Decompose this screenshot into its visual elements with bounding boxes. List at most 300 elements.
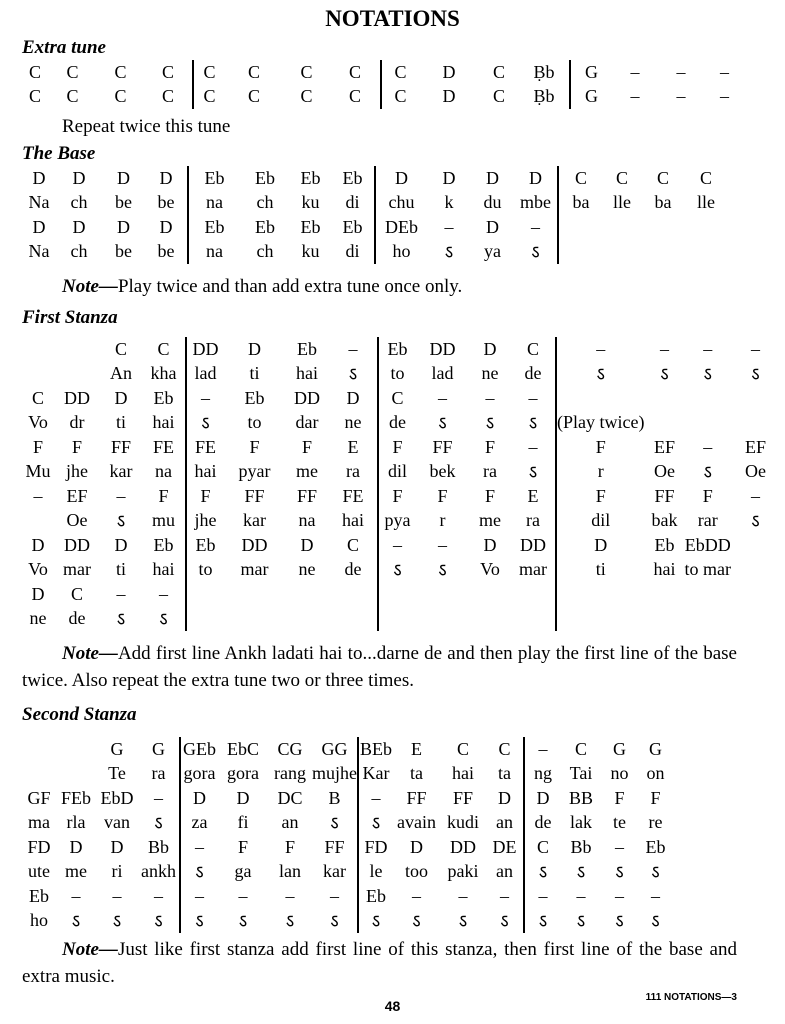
- notation-cell: –: [238, 885, 248, 906]
- notation-cell: to: [186, 558, 224, 583]
- notation-cell: ऽ: [348, 363, 358, 384]
- notation-cell: EbDD: [684, 534, 731, 555]
- notation-cell: hai: [342, 510, 364, 531]
- notation-cell: [329, 582, 378, 607]
- notation-cell: kha: [150, 363, 177, 384]
- notation-cell: –: [154, 885, 163, 906]
- notation-cell: ho: [375, 240, 427, 265]
- notation-cell: –: [528, 436, 538, 457]
- notation-cell: no: [610, 763, 629, 784]
- notation-cell: EF: [653, 436, 675, 457]
- notation-cell: jhe: [66, 461, 88, 482]
- notation-cell: pyar: [238, 461, 271, 482]
- notation-cell: [511, 607, 556, 632]
- notation-cell: ऽ: [524, 860, 561, 885]
- notation-cell: ऽ: [485, 412, 495, 433]
- notation-cell: –: [154, 787, 163, 808]
- notation-cell: –: [531, 216, 540, 237]
- notation-cell: fi: [237, 812, 249, 833]
- notation-cell: F: [650, 787, 661, 808]
- notation-cell: te: [613, 812, 626, 833]
- notation-cell: [644, 386, 684, 411]
- notation-cell: –: [659, 338, 669, 359]
- notation-row: [22, 811, 673, 836]
- notation-cell: –: [358, 786, 393, 811]
- notation-cell: ऽ: [238, 910, 248, 931]
- notation-cell: on: [646, 763, 665, 784]
- notation-cell: mujhe: [312, 763, 357, 784]
- notation-cell: –: [348, 338, 358, 359]
- notation-cell: –: [438, 387, 447, 408]
- notation-cell: na: [188, 240, 240, 265]
- notation-cell: BB: [568, 787, 593, 808]
- notation-cell: ऽ: [576, 861, 586, 882]
- notation-cell: C: [558, 166, 603, 191]
- notation-cell: D: [114, 534, 128, 555]
- notation-cell: kudi: [446, 812, 479, 833]
- notation-cell: ute: [28, 861, 50, 882]
- notation-cell: B: [328, 787, 341, 808]
- notation-cell: C: [656, 167, 669, 188]
- notation-row: [22, 60, 745, 85]
- notation-cell: [644, 607, 684, 632]
- notation-cell: me: [479, 510, 501, 531]
- notation-cell: Eb: [378, 337, 416, 362]
- notation-cell: –: [615, 885, 624, 906]
- notation-row: [22, 240, 727, 265]
- notation-row: [22, 786, 673, 811]
- notation-cell: –: [615, 836, 624, 857]
- notation-cell: ba: [654, 192, 672, 213]
- notation-cell: F: [237, 836, 248, 857]
- notation-cell: C: [66, 86, 79, 107]
- notation-cell: be: [115, 241, 132, 262]
- notation-cell: C: [157, 338, 170, 359]
- notation-row: [22, 411, 780, 436]
- notation-cell: [22, 762, 56, 787]
- notation-cell: [22, 337, 54, 362]
- notation-cell: C: [492, 86, 505, 107]
- notation-cell: Eb: [342, 216, 363, 237]
- base-note: [22, 273, 737, 300]
- notation-cell: –: [438, 534, 447, 555]
- notation-cell: mar: [63, 559, 91, 580]
- notation-cell: Mu: [25, 461, 51, 482]
- notation-cell: ऽ: [112, 910, 122, 931]
- notation-cell: ne: [29, 608, 47, 629]
- notation-cell: D: [32, 216, 46, 237]
- notation-row: [22, 484, 780, 509]
- notation-cell: FE: [342, 485, 364, 506]
- notation-cell: an: [281, 812, 299, 833]
- extra-tune-instruction: Repeat twice this tune: [62, 116, 231, 137]
- notation-cell: GG: [321, 738, 348, 759]
- notation-cell: [556, 386, 644, 411]
- notation-cell: [416, 607, 469, 632]
- notation-cell: ऽ: [651, 910, 660, 931]
- notation-cell: ऽ: [330, 910, 339, 931]
- notation-cell: lle: [613, 192, 631, 213]
- notation-row: [22, 166, 727, 191]
- notation-cell: –: [676, 61, 686, 82]
- notation-cell: An: [110, 363, 132, 384]
- notation-cell: ऽ: [528, 412, 538, 433]
- notation-cell: D: [524, 786, 561, 811]
- notation-cell: ऽ: [524, 909, 561, 934]
- notation-cell: mu: [151, 510, 175, 531]
- notation-cell: hai: [152, 412, 175, 433]
- notation-cell: de: [524, 811, 561, 836]
- notation-cell: –: [71, 885, 81, 906]
- notation-cell: kar: [323, 861, 346, 882]
- notation-cell: C: [699, 167, 712, 188]
- page-title: NOTATIONS: [325, 6, 460, 31]
- notation-cell: to: [247, 412, 262, 433]
- notation-cell: F: [301, 436, 312, 457]
- notation-cell: F: [437, 485, 448, 506]
- notation-cell: [731, 386, 780, 411]
- notation-cell: D: [159, 167, 173, 188]
- notation-cell: du: [483, 192, 502, 213]
- notation-cell: F: [249, 436, 260, 457]
- notation-cell: ऽ: [358, 909, 393, 934]
- notation-cell: D: [180, 786, 218, 811]
- notation-cell: DD: [64, 534, 90, 555]
- notation-cell: hai: [296, 363, 318, 384]
- notation-cell: F: [32, 436, 43, 457]
- notation-cell: ku: [301, 241, 320, 262]
- notation-cell: ऽ: [378, 558, 416, 583]
- notation-cell: ch: [256, 241, 274, 262]
- notation-cell: D: [236, 787, 250, 808]
- notation-cell: [558, 215, 603, 240]
- notation-cell: bek: [429, 461, 456, 482]
- notation-cell: D: [346, 387, 360, 408]
- notation-cell: E: [411, 738, 422, 759]
- notation-cell: D: [498, 787, 511, 808]
- notation-cell: D: [375, 166, 427, 191]
- notation-cell: mar: [240, 559, 269, 580]
- notation-cell: ऽ: [180, 860, 218, 885]
- notation-cell: D: [69, 836, 83, 857]
- notation-cell: –: [186, 386, 224, 411]
- notation-cell: Oe: [66, 510, 88, 531]
- notation-cell: [378, 582, 416, 607]
- notation-cell: an: [496, 812, 513, 833]
- notation-cell: Na: [28, 241, 50, 262]
- notation-cell: de: [524, 363, 542, 384]
- notation-cell: jhe: [186, 509, 224, 534]
- notation-cell: FEb: [60, 787, 91, 808]
- notation-cell: be: [157, 241, 175, 262]
- notation-cell: DD: [520, 534, 546, 555]
- notation-cell: ch: [70, 192, 88, 213]
- notation-cell: –: [720, 61, 729, 82]
- notation-cell: ऽ: [528, 461, 538, 482]
- notation-cell: ऽ: [556, 362, 644, 387]
- notation-cell: to mar: [684, 559, 731, 580]
- notation-cell: FE: [186, 435, 224, 460]
- section-heading-the-base: The Base: [22, 143, 96, 164]
- notation-cell: C: [524, 835, 561, 860]
- notation-cell: D: [556, 533, 644, 558]
- section-heading-extra-tune: Extra tune: [22, 37, 106, 58]
- notation-cell: –: [412, 885, 421, 906]
- notation-cell: C: [247, 86, 260, 107]
- notation-row: [22, 362, 780, 387]
- notation-cell: ऽ: [703, 461, 712, 482]
- notation-cell: Eb: [342, 167, 363, 188]
- notation-cell: ऽ: [186, 411, 224, 436]
- notation-cell: C: [381, 85, 419, 110]
- notation-cell: rang: [274, 763, 306, 784]
- notation-cell: za: [180, 811, 218, 836]
- notation-cell: ऽ: [438, 559, 447, 580]
- notation-cell: [54, 337, 100, 362]
- notation-cell: de: [344, 559, 362, 580]
- notation-cell: D: [300, 534, 314, 555]
- notation-cell: DEb: [375, 215, 427, 240]
- first-stanza-note: [22, 640, 737, 694]
- notation-cell: [603, 240, 641, 265]
- notation-row: [22, 533, 780, 558]
- notation-cell: ऽ: [285, 910, 295, 931]
- notation-cell: D: [442, 86, 456, 107]
- notation-cell: r: [439, 510, 446, 531]
- notation-cell: D: [117, 216, 130, 237]
- notation-cell: E: [347, 436, 359, 457]
- notation-cell: [329, 607, 378, 632]
- notation-cell: F: [378, 484, 416, 509]
- notation-cell: rla: [66, 812, 86, 833]
- notation-cell: ta: [498, 763, 511, 784]
- notation-cell: [416, 582, 469, 607]
- notation-cell: EF: [744, 436, 766, 457]
- notation-cell: CG: [277, 738, 303, 759]
- notation-cell: C: [193, 85, 225, 110]
- notation-cell: Na: [28, 192, 50, 213]
- notation-row: [22, 509, 780, 534]
- notation-cell: [378, 607, 416, 632]
- notation-cell: [644, 582, 684, 607]
- notation-cell: D: [486, 216, 499, 237]
- notation-cell: DD: [241, 534, 268, 555]
- notation-cell: ऽ: [154, 812, 163, 833]
- notation-row: [22, 835, 673, 860]
- notation-cell: na: [298, 510, 316, 531]
- notation-cell: [285, 607, 329, 632]
- notation-cell: lle: [697, 192, 715, 213]
- notation-cell: C: [492, 61, 505, 82]
- notation-cell: C: [114, 86, 127, 107]
- notation-cell: C: [346, 534, 359, 555]
- notation-cell: Eb: [645, 836, 666, 857]
- notation-cell: DD: [450, 836, 476, 857]
- notation-cell: GF: [27, 787, 51, 808]
- second-stanza-table: [22, 737, 673, 933]
- notation-cell: Eb: [300, 216, 321, 237]
- notation-cell: me: [296, 461, 318, 482]
- notation-cell: –: [524, 884, 561, 909]
- notation-cell: C: [300, 61, 313, 82]
- notation-cell: –: [378, 533, 416, 558]
- notation-cell: F: [556, 484, 644, 509]
- notation-cell: –: [116, 583, 126, 604]
- notation-cell: ऽ: [615, 861, 624, 882]
- note-text: Just like first stanza add first line of this stanza, then first line of the base and extra music.: [22, 939, 737, 987]
- notation-cell: –: [750, 338, 760, 359]
- notation-cell: ऽ: [71, 910, 81, 931]
- notation-cell: Bb: [570, 836, 592, 857]
- notation-cell: ga: [234, 861, 252, 882]
- notation-cell: EF: [66, 485, 88, 506]
- notation-cell: bak: [651, 510, 678, 531]
- notation-cell: C: [114, 338, 127, 359]
- notation-cell: Eb: [255, 167, 275, 188]
- notation-row: [22, 460, 780, 485]
- notation-cell: F: [71, 436, 82, 457]
- extra-tune-table: [22, 60, 745, 109]
- notation-cell: ti: [115, 559, 126, 580]
- notation-cell: Vo: [28, 559, 48, 580]
- notation-cell: –: [528, 387, 538, 408]
- notation-cell: D: [529, 167, 542, 188]
- notation-cell: ऽ: [651, 861, 660, 882]
- notation-cell: be: [115, 192, 132, 213]
- notation-cell: C: [378, 386, 416, 411]
- notation-cell: Eb: [153, 534, 174, 555]
- notation-cell: FF: [324, 836, 345, 857]
- notation-cell: [511, 582, 556, 607]
- notation-row: [22, 884, 673, 909]
- notation-cell: ne: [481, 363, 499, 384]
- notation-cell: Eb: [244, 387, 265, 408]
- notation-cell: lak: [570, 812, 592, 833]
- notation-row: [22, 909, 673, 934]
- notation-cell: [469, 607, 511, 632]
- notation-cell: [685, 215, 727, 240]
- notation-cell: lad: [431, 363, 454, 384]
- notation-cell: Eb: [188, 215, 240, 240]
- notation-cell: [556, 582, 644, 607]
- notation-cell: ऽ: [444, 241, 454, 262]
- notation-cell: Eb: [188, 166, 240, 191]
- notation-cell: ri: [111, 861, 123, 882]
- notation-cell: FF: [406, 787, 427, 808]
- notation-cell: ऽ: [159, 608, 168, 629]
- notation-cell: G: [570, 60, 612, 85]
- first-stanza-table: [22, 337, 780, 631]
- notation-cell: kar: [109, 461, 133, 482]
- notation-cell: FF: [244, 485, 265, 506]
- notation-row: [22, 435, 780, 460]
- notation-cell: [56, 737, 96, 762]
- notation-cell: C: [70, 583, 83, 604]
- notation-cell: D: [31, 583, 45, 604]
- notation-cell: ankh: [141, 861, 176, 882]
- notation-cell: [54, 362, 100, 387]
- notation-cell: –: [112, 885, 122, 906]
- notation-cell: de: [378, 411, 416, 436]
- notation-cell: C: [615, 167, 628, 188]
- notation-cell: [731, 411, 780, 436]
- notation-cell: C: [161, 86, 174, 107]
- notation-cell: (Play twice): [556, 411, 644, 436]
- notation-cell: ho: [30, 910, 48, 931]
- notation-cell: –: [703, 338, 713, 359]
- notation-cell: F: [484, 436, 495, 457]
- notation-cell: Eb: [255, 216, 275, 237]
- notation-cell: ba: [558, 191, 603, 216]
- note-label: Note—: [62, 276, 118, 297]
- notation-cell: ra: [151, 763, 166, 784]
- notation-cell: lan: [279, 861, 301, 882]
- notation-cell: ऽ: [576, 910, 586, 931]
- notation-cell: ya: [484, 241, 501, 262]
- notation-cell: –: [180, 884, 218, 909]
- notation-cell: BEb: [358, 737, 393, 762]
- notation-cell: de: [68, 608, 86, 629]
- notation-cell: Eb: [654, 534, 675, 555]
- notation-cell: FD: [358, 835, 393, 860]
- section-heading-first-stanza: First Stanza: [22, 307, 118, 328]
- notation-cell: [644, 411, 684, 436]
- notation-cell: –: [180, 835, 218, 860]
- notation-cell: –: [444, 216, 454, 237]
- notation-cell: C: [498, 738, 511, 759]
- notation-cell: C: [66, 61, 79, 82]
- notation-cell: too: [404, 861, 428, 882]
- notation-cell: C: [526, 338, 539, 359]
- notation-cell: ऽ: [438, 412, 447, 433]
- notation-cell: D: [114, 387, 128, 408]
- notation-cell: van: [104, 812, 130, 833]
- notation-cell: ऽ: [660, 363, 669, 384]
- notation-cell: gora: [180, 762, 218, 787]
- notation-cell: [684, 386, 731, 411]
- notation-cell: GEb: [180, 737, 218, 762]
- notation-cell: F: [556, 435, 644, 460]
- notation-cell: ऽ: [154, 910, 163, 931]
- notation-cell: C: [28, 61, 41, 82]
- notation-cell: FF: [110, 436, 132, 457]
- notation-cell: C: [381, 60, 419, 85]
- notation-cell: Oe: [744, 461, 766, 482]
- notation-cell: Eb: [297, 338, 317, 359]
- notation-cell: C: [348, 61, 361, 82]
- notation-cell: G: [110, 738, 124, 759]
- notation-cell: C: [114, 61, 127, 82]
- notation-cell: F: [186, 484, 224, 509]
- notation-cell: FE: [152, 436, 174, 457]
- notation-cell: mbe: [520, 192, 551, 213]
- notation-cell: G: [649, 738, 662, 759]
- notation-row: [22, 607, 780, 632]
- notation-cell: DD: [64, 387, 90, 408]
- notation-cell: ti: [115, 412, 126, 433]
- notation-cell: C: [161, 61, 174, 82]
- notation-cell: me: [65, 861, 87, 882]
- notation-cell: F: [484, 485, 495, 506]
- notation-cell: dil: [378, 460, 416, 485]
- notation-cell: EbD: [100, 787, 134, 808]
- notation-cell: DD: [186, 337, 224, 362]
- notation-cell: ऽ: [751, 363, 760, 384]
- notation-cell: ऽ: [330, 812, 339, 833]
- notation-cell: FF: [296, 485, 318, 506]
- notation-cell: ne: [344, 412, 362, 433]
- notation-cell: –: [330, 885, 339, 906]
